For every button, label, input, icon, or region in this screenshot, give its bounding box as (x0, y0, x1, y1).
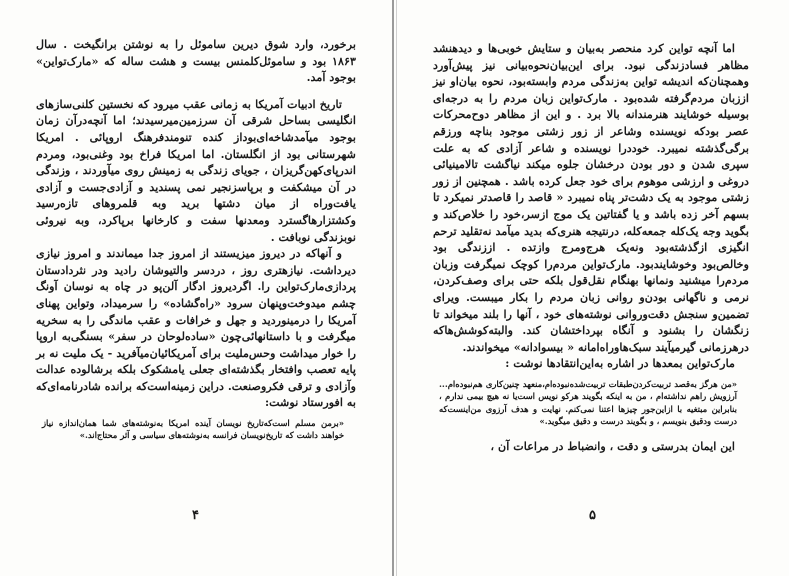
right-page-number: ۵ (589, 508, 596, 523)
right-page-intro-line: مارک‌تواین بمعدها در اشاره به‌این‌انتقادها نوشت : (505, 356, 735, 371)
left-page-quote: «برمن مسلم است‌که‌تاریخ نویسان آینده امریکا به‌نوشته‌های شما همان‌اندازه نیاز خواهند داشت که تاریخ‌نویسان فرانسه به‌نوشته‌های سیاسی و آثر محتاج‌اند.» (42, 418, 344, 441)
left-page-paragraph-3: و آنهاکه در دیروز میزیستند از امروز جدا میماندند و امروز نیازی دیرداشت. نیازهتری روز ، دردسر والتیوشان رادید ودر نثردادستان پردازی‌مارک‌تواین را. اگردیروز ادگار آلن‌پو در چاه به نوسان آونگ چشم میدوخت‌وپنهان سرود «راه‌گشاده» را سرمیداد، وتواین پهنای آمریکا را درمینوردید و جهل و خرافات و عقب ماندگی را به سخریه میگرفت و با داستانهائی‌چون «ساده‌لوحان در سفر» بسنگی‌به اروپا را خوار میداشت وحس‌ملیت برای آمریکائیان‌میآفرید - یک ملیت نه بر پایه تعصب وافتخار بگذشته‌ای جعلی یامشکوک بلکه برشالوده عدالت وآزادی و ترقی فکروصنعت. دراین زمینه‌است‌که برانده شادرنامه‌ای‌که به افورستاد نوشت: (36, 246, 356, 410)
right-page-closing-line: این ایمان بدرستی و دقت ، وانضباط در مراعات آن ، (490, 438, 735, 453)
left-page-paragraph-2: تاریخ ادبیات آمریکا به زمانی عقب میرود که نخستین کلنی‌سازهای انگلیسی بساحل شرقی آن سرزمین‌میرسیدند؛ اما آنچه‌درآن زمان بوجود میآمدشاخه‌ای‌بود‌از‌ کنده تنومندفرهنگ اروپائی . امریکا شهرستانی بود از انگلستان. اما امریکا فراخ بود وغنی‌بود، ومردم اندرپای‌کهن‌گریزان ، جویای زندگی به زمینش روی میآوردند ، وزندگی در آن میشکفت و برپاسزنجیر نمی پسندید و آزادی‌جست و آزادی یافت‌وراه از میان دشتها برید وبه قلمروهای تازه‌رسید وکشتزارهاگسترد ومعدنها سفت‌ و کارخانها برپاکرد، وبه نیروئی نوبزندگی نوبافت . (36, 96, 356, 244)
book-gutter (392, 0, 394, 576)
paragraph-gap (433, 428, 749, 438)
left-page (0, 0, 392, 576)
right-page-quote: «من هرگز به‌قصد تربیت‌کردن‌طبقات تربیت‌شده‌نبوده‌ام،منعهد چنین‌کاری هم‌نبوده‌ام... آرزویش راهم نداشته‌ام ، من به اینکه بگویند هرکو نویس است‌یا نه هیچ بیمی ندارم ، بنابراین مبتغیه با ازاین‌جور چیزها اعتنا نمی‌کنم. نهایت و هدف آرزوی من‌اینست‌که درست ودقیق بنویسم ، و بگویند درست و دقیق میگوید.» (439, 378, 737, 427)
right-page-paragraph-1: اما آنچه تواین کرد منحصر به‌بیان و ستایش خوبی‌ها و دیدهنشد مظاهر فسادزندگی نبود. برای این‌بیان‌نحوه‌بیانی نیز پیش‌آورد وهمچنان‌که اندیشه تواین به‌زندگی مردم وابسته‌بود، نحوه بیان‌او نیز اززبان مردم‌گرفته شده‌بود . مارک‌تواین زبان مردم را به درجه‌ای بوسیله خوشایند هنرمندانه بالا برد . و این از مظاهر دوح‌محرکات عصر بودکه نویسنده وشاعر از زور زشتی موجود بناچه ورزقم برگی‌گذشته نمیبرد. خوددرا نویسنده و شاعر آزادی که به علت سپری شدن و دور بودن درخشان جلوه میکند نیاگشت تالامینیائی دروغی و ارزشی موهوم برای خود جعل کرده باشد . همچنین از زور زشتی موجود به یک دشت‌تر پناه نمیبرد « قاصد را قاصدتر نمیکرد تا بسهم آخر زده باشد و یا گفتاتین یک موج ازسر،خود را خلاص‌کند و بگوید وجه یک‌کله جمعه‌کله، درنتیجه هنری‌که بدید میآمد نه‌تقلید ترحم انگیزی ازگذشته‌بود ونه‌یک هرج‌ومرج وازتده . اززندگی بود وخالص‌بود وخوشایندبود. مارک‌تواین مردم‌را کوچک نمیگرفت وزبان مردم‌را میشنید ونمانها بهنگام نقل‌قول بلکه حتی برای وصف‌کردن، نرمی و ناگهانی بودن‌و روانی زبان مردم را بکار میبست. ویرای تضمین‌و سنجش دقت‌وروانی نوشته‌های خود ، آنها را بلند میخواند تا زنگشان را بشنود و آنگاه بپرداختشان کند. والبته‌کوشش‌هاکه درهر‌زمانی گیرمیآیند سبک‌ها‌وراه‌امانه « بیسوادانه» میخواندند. (433, 41, 749, 354)
paragraph-gap (36, 86, 356, 96)
left-page-top-paragraph: برخورد، وارد شوق دیرین ساموئل را به نوشتن برانگیخت . سال ۱۸۶۳ بود و ساموئل‌کلمنس بیست و هشت ساله که «مارک‌تواین» بوجود آمد. (36, 37, 356, 85)
right-page (397, 0, 789, 576)
left-page-number: ۴ (192, 508, 199, 523)
